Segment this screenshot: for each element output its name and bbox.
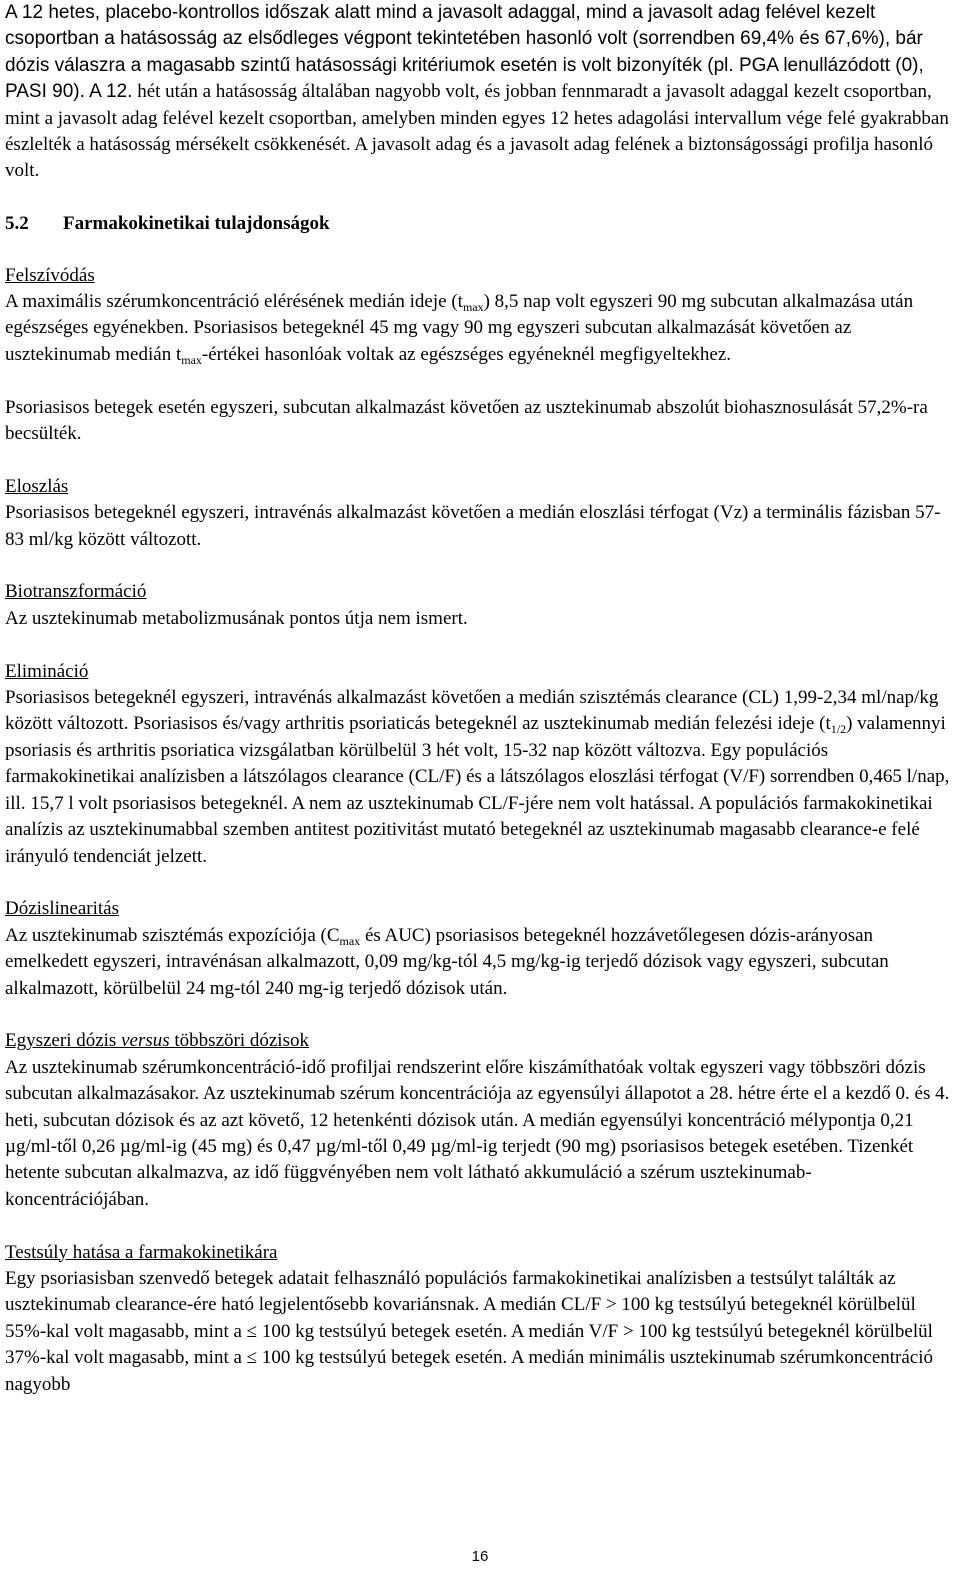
absorption-paragraph-2: Psoriasisos betegek esetén egyszeri, subcutan alkalmazást követően az usztekinumab abszolút biohasznosulását 57,2%-ra becsülték. — [5, 396, 928, 445]
multiple-dose-paragraph: Az usztekinumab szérumkoncentráció-idő profiljai rendszerint előre kiszámíthatóak voltak egyszeri vagy többszöri dózis subcutan alkalmazásakor. Az usztekinumab szérum koncentrációja az egyensúlyi állapotot a 28. hétre érte el a kezdő 0. és 4. heti, subcutan dózisok és az azt követő, 12 hetenkénti dózisok után. A medián egyensúlyi koncentráció mélypontja 0,21 µg/ml-től 0,26 µg/ml-ig (45 mg) és 0,47 µg/ml-től 0,49 µg/ml-ig terjedt (90 mg) psoriasisos betegek esetében. Tizenkét hetente subcutan alkalmazva, az idő függvényében nem volt látható akkumuláció a szérum usztekinumab-koncentrációjában. — [5, 1056, 950, 1210]
distribution-heading: Eloszlás — [5, 475, 69, 497]
intro-sans-text: A 12 hetes, placebo-kontrollos időszak alatt mind a javasolt adaggal, mind a javasolt adag felével kezelt csoportban a hatásosság az elsődleges végpont tekintetében hasonló volt (sorrendben 69,4% és 67,6%), bár dózis válaszra a magasabb szintű hatásossági kritériumok esetén is volt bizonyíték (pl. PGA lenullázódott (0), PASI 90). A 12. — [5, 2, 924, 103]
multiple-heading-b: többszöri dózisok — [169, 1030, 309, 1052]
biotransformation-heading: Biotranszformáció — [5, 581, 147, 603]
elimination-paragraph — [5, 685, 953, 870]
linearity-paragraph — [5, 923, 953, 1002]
absorption-text-c: -értékei hasonlóak voltak az egészséges egyéneknél megfigyeltekhez. — [201, 343, 732, 365]
absorption-paragraph-1 — [5, 289, 953, 368]
absorption-heading: Felszívódás — [5, 264, 95, 286]
section-number: 5.2 — [5, 213, 29, 235]
absorption-subscript-2: max — [181, 352, 202, 367]
section-heading — [5, 211, 953, 237]
linearity-text-b: és AUC) psoriasisos betegeknél hozzávetőlegesen dózis-arányosan emelkedett egyszeri, intravénásan alkalmazott, 0,09 mg/kg-tól 4,5 mg/kg-ig terjedő dózisok vagy egyszeri, subcutan alkalmazott, körülbelül 24 mg-tól 240 mg-ig terjedő dózisok után. — [5, 924, 889, 999]
linearity-heading: Dózislinearitás — [5, 898, 119, 920]
intro-serif-text: hét után a hatásosság általában nagyobb volt, és jobban fennmaradt a javasolt adaggal kezelt csoportban, mint a javasolt adag felével kezelt csoportban, amelyben minden egyes 12 hetes adagolási intervallum vége felé gyakrabban észlelték a hatásosság mérsékelt csökkenését. A javasolt adag és a javasolt adag felének a biztonságossági profilja hasonló volt. — [5, 81, 949, 182]
distribution-paragraph: Psoriasisos betegeknél egyszeri, intravénás alkalmazást követően a medián eloszlási térfogat (Vz) a terminális fázisban 57-83 ml/kg között változott. — [5, 502, 941, 550]
multiple-dose-heading — [5, 1028, 953, 1054]
page-number: 16 — [471, 1548, 489, 1565]
elimination-heading: Elimináció — [5, 660, 89, 682]
weight-heading: Testsúly hatása a farmakokinetikára — [5, 1241, 278, 1263]
absorption-subscript-1: max — [462, 300, 484, 315]
intro-paragraph — [5, 0, 953, 185]
elimination-subscript: 1/2 — [830, 722, 847, 737]
page-content — [5, 0, 953, 1398]
linearity-text-a: Az usztekinumab szisztémás expozíciója (C — [5, 924, 340, 946]
multiple-heading-a: Egyszeri dózis — [5, 1030, 122, 1052]
absorption-text-b: ) 8,5 nap volt egyszeri 90 mg subcutan alkalmazása után egészséges egyénekben. Psoriasisos betegeknél 45 mg vagy 90 mg egyszeri subcutan alkalmazását követően az usztekinumab medián t — [5, 291, 914, 365]
multiple-heading-italic: versus — [121, 1030, 170, 1052]
linearity-subscript: max — [339, 933, 361, 948]
weight-paragraph: Egy psoriasisban szenvedő betegek adatait felhasználó populációs farmakokinetikai analízisben a testsúlyt találták az usztekinumab clearance-ére ható legjelentősebb kovariánsnak. A medián CL/F > 100 kg testsúlyú betegeknél körülbelül 55%-kal volt magasabb, mint a ≤ 100 kg testsúlyú betegek esetén. A medián V/F > 100 kg testsúlyú betegeknél körülbelül 37%-kal volt magasabb, mint a ≤ 100 kg testsúlyú betegek esetén. A medián minimális usztekinumab szérumkoncentráció nagyobb — [5, 1267, 934, 1395]
biotransformation-paragraph: Az usztekinumab metabolizmusának pontos útja nem ismert. — [5, 607, 468, 629]
absorption-text-a: A maximális szérumkoncentráció elérésének medián ideje (t — [5, 291, 463, 313]
elimination-text-b: ) valamennyi psoriasis és arthritis psoriatica vizsgálatban körülbelül 3 hét volt, 15-32 nap között változva. Egy populációs farmakokinetikai analízisben a látszólagos clearance (CL/F) és a látszólagos eloszlási térfogat (V/F) sorrendben 0,465 l/nap, ill. 15,7 l volt psoriasisos betegeknél. A nem az usztekinumab CL/F-jére nem volt hatással. A populációs farmakokinetikai analízis az usztekinumabbal szemben antitest pozitivitást mutató betegeknél az usztekinumab magasabb clearance-e felé irányuló tendenciát jelzett. — [5, 713, 950, 867]
section-title: Farmakokinetikai tulajdonságok — [63, 213, 330, 235]
elimination-text-a: Psoriasisos betegeknél egyszeri, intravénás alkalmazást követően a medián szisztémás clearance (CL) 1,99-2,34 ml/nap/kg között változott. Psoriasisos és/vagy arthritis psoriaticás betegeknél az usztekinumab medián felezési ideje (t — [5, 687, 939, 735]
